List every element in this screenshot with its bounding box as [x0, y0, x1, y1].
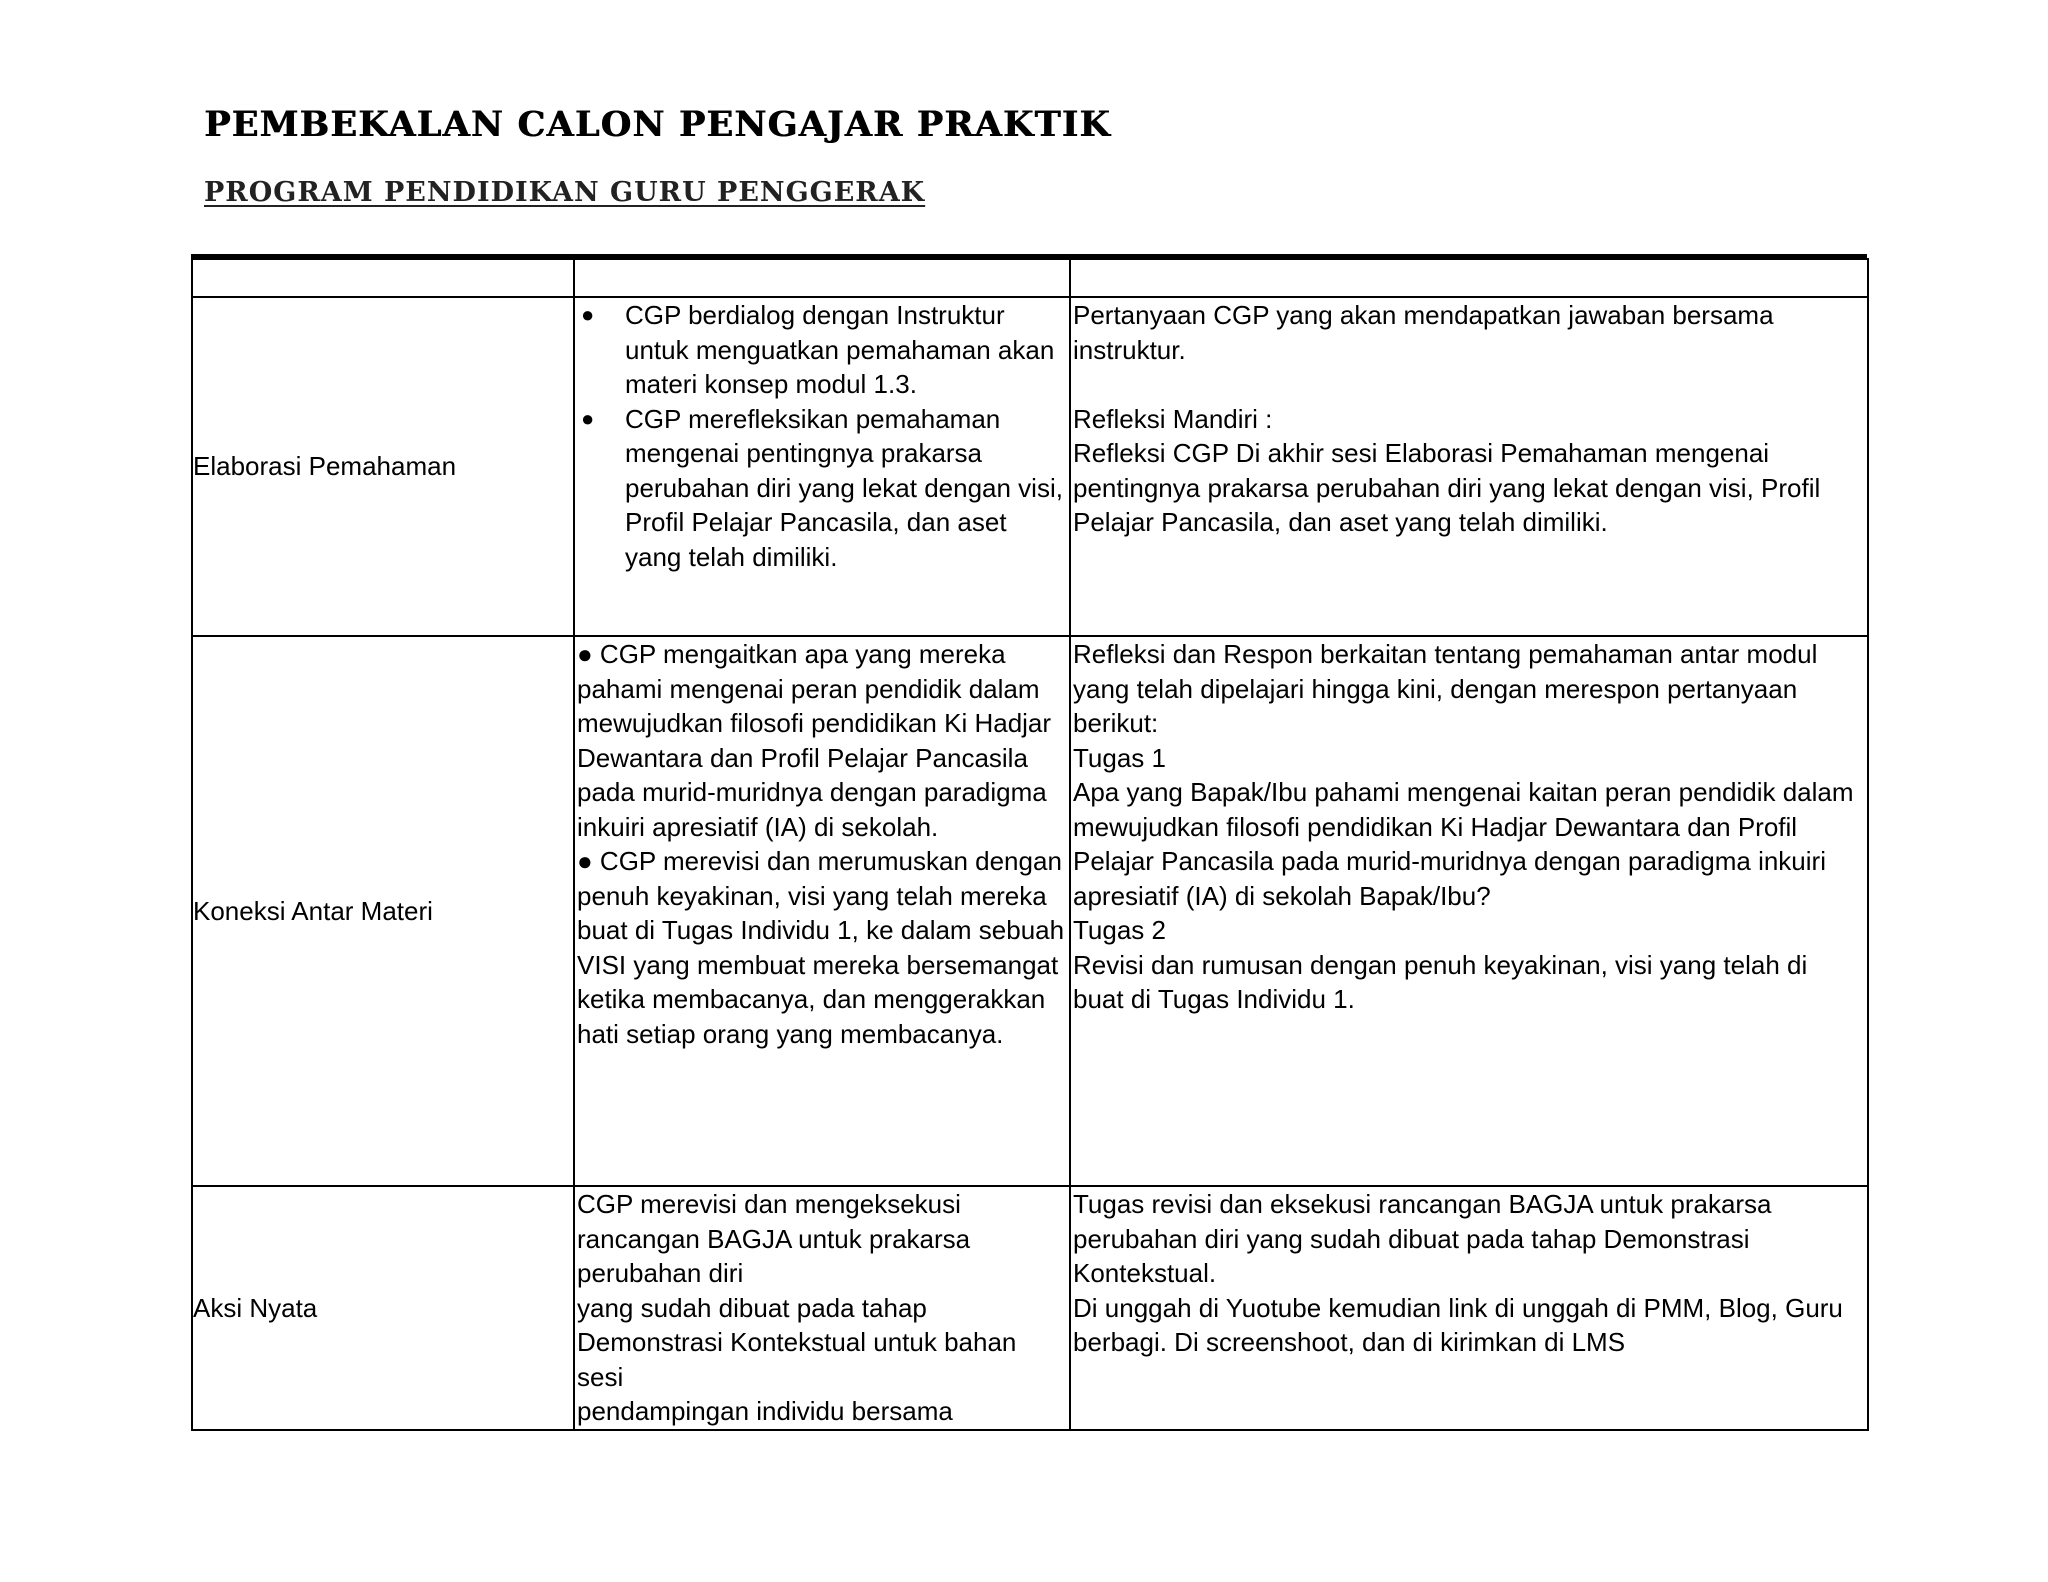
output-cell — [1070, 297, 1868, 636]
output-line: Revisi dan rumusan dengan penuh keyakinan, visi yang telah di buat di Tugas Individu 1. — [1073, 949, 1808, 1014]
output-line: Apa yang Bapak/Ibu pahami mengenai kaitan peran pendidik dalam mewujudkan filosofi pendidikan Ki Hadjar Dewantara dan Profil Pelajar Pancasila pada murid-muridnya dengan paradigma inkuiri apresiatif (IA) di sekolah Bapak/Ibu? — [1073, 777, 1854, 911]
output-line: Tugas 1 — [1073, 742, 1166, 773]
row-label: Elaborasi Pemahaman — [192, 297, 574, 636]
table-row — [192, 1186, 1868, 1430]
activity-cell — [574, 636, 1070, 1186]
activity-line: ● CGP mengaitkan apa yang mereka pahami mengenai peran pendidik dalam — [577, 639, 1040, 704]
list-item: ● CGP merefleksikan pemahaman mengenai pentingnya prakarsa perubahan diri yang lekat dengan visi, Profil Pelajar Pancasila, dan aset yang telah dimiliki. — [577, 402, 1067, 575]
activity-line: ● CGP merevisi dan merumuskan dengan penuh keyakinan, visi yang telah mereka buat di Tugas Individu 1, ke dalam sebuah VISI yang membuat mereka bersemangat ketika membacanya, dan menggerakkan hati setiap orang yang membacanya. — [577, 846, 1065, 1049]
header-cell-1 — [192, 259, 574, 297]
table-row — [192, 297, 1868, 636]
row-label: Koneksi Antar Materi — [192, 636, 574, 1186]
row-label: Aksi Nyata — [192, 1186, 574, 1430]
table-row — [192, 636, 1868, 1186]
output-line: Tugas revisi dan eksekusi rancangan BAGJA untuk prakarsa perubahan diri yang sudah dibuat pada tahap Demonstrasi Kontekstual. — [1073, 1189, 1772, 1288]
header-cell-3 — [1070, 259, 1868, 297]
output-line: Refleksi CGP Di akhir sesi Elaborasi Pemahaman mengenai pentingnya prakarsa perubahan diri yang lekat dengan visi, Profil Pelajar Pancasila, dan aset yang telah dimiliki. — [1073, 438, 1821, 537]
activity-line: pada murid-muridnya dengan paradigma inkuiri apresiatif (IA) di sekolah. — [577, 777, 1047, 842]
table-header-row — [192, 259, 1868, 297]
output-cell — [1070, 636, 1868, 1186]
activity-cell — [574, 1186, 1070, 1430]
activity-table — [191, 254, 1867, 1431]
blank-line — [1073, 367, 1865, 402]
output-line: Refleksi Mandiri : — [1073, 403, 1273, 434]
activity-cell — [574, 297, 1070, 636]
activity-line: pendampingan individu bersama — [577, 1396, 953, 1426]
output-cell — [1070, 1186, 1868, 1430]
activity-line: mewujudkan filosofi pendidikan Ki Hadjar Dewantara dan Profil Pelajar Pancasila — [577, 708, 1052, 773]
document-title: PEMBEKALAN CALON PENGAJAR PRAKTIK — [204, 104, 1111, 145]
header-cell-2 — [574, 259, 1070, 297]
document-subtitle: PROGRAM PENDIDIKAN GURU PENGGERAK — [204, 177, 926, 208]
output-line: Di unggah di Yuotube kemudian link di unggah di PMM, Blog, Guru berbagi. Di screenshoot, dan di kirimkan di LMS — [1073, 1292, 1843, 1357]
activity-line: CGP merevisi dan mengeksekusi rancangan BAGJA untuk prakarsa perubahan diri — [577, 1189, 971, 1288]
list-item: ● CGP berdialog dengan Instruktur untuk menguatkan pemahaman akan materi konsep modul 1.3. — [577, 298, 1067, 402]
output-line: Pertanyaan CGP yang akan mendapatkan jawaban bersama instruktur. — [1073, 300, 1774, 365]
activity-line: yang sudah dibuat pada tahap Demonstrasi Kontekstual untuk bahan sesi — [577, 1292, 1017, 1392]
output-line: Tugas 2 — [1073, 915, 1166, 945]
output-line: Refleksi dan Respon berkaitan tentang pemahaman antar modul yang telah dipelajari hingga kini, dengan merespon pertanyaan berikut: — [1073, 639, 1818, 738]
activity-list — [577, 298, 1067, 574]
